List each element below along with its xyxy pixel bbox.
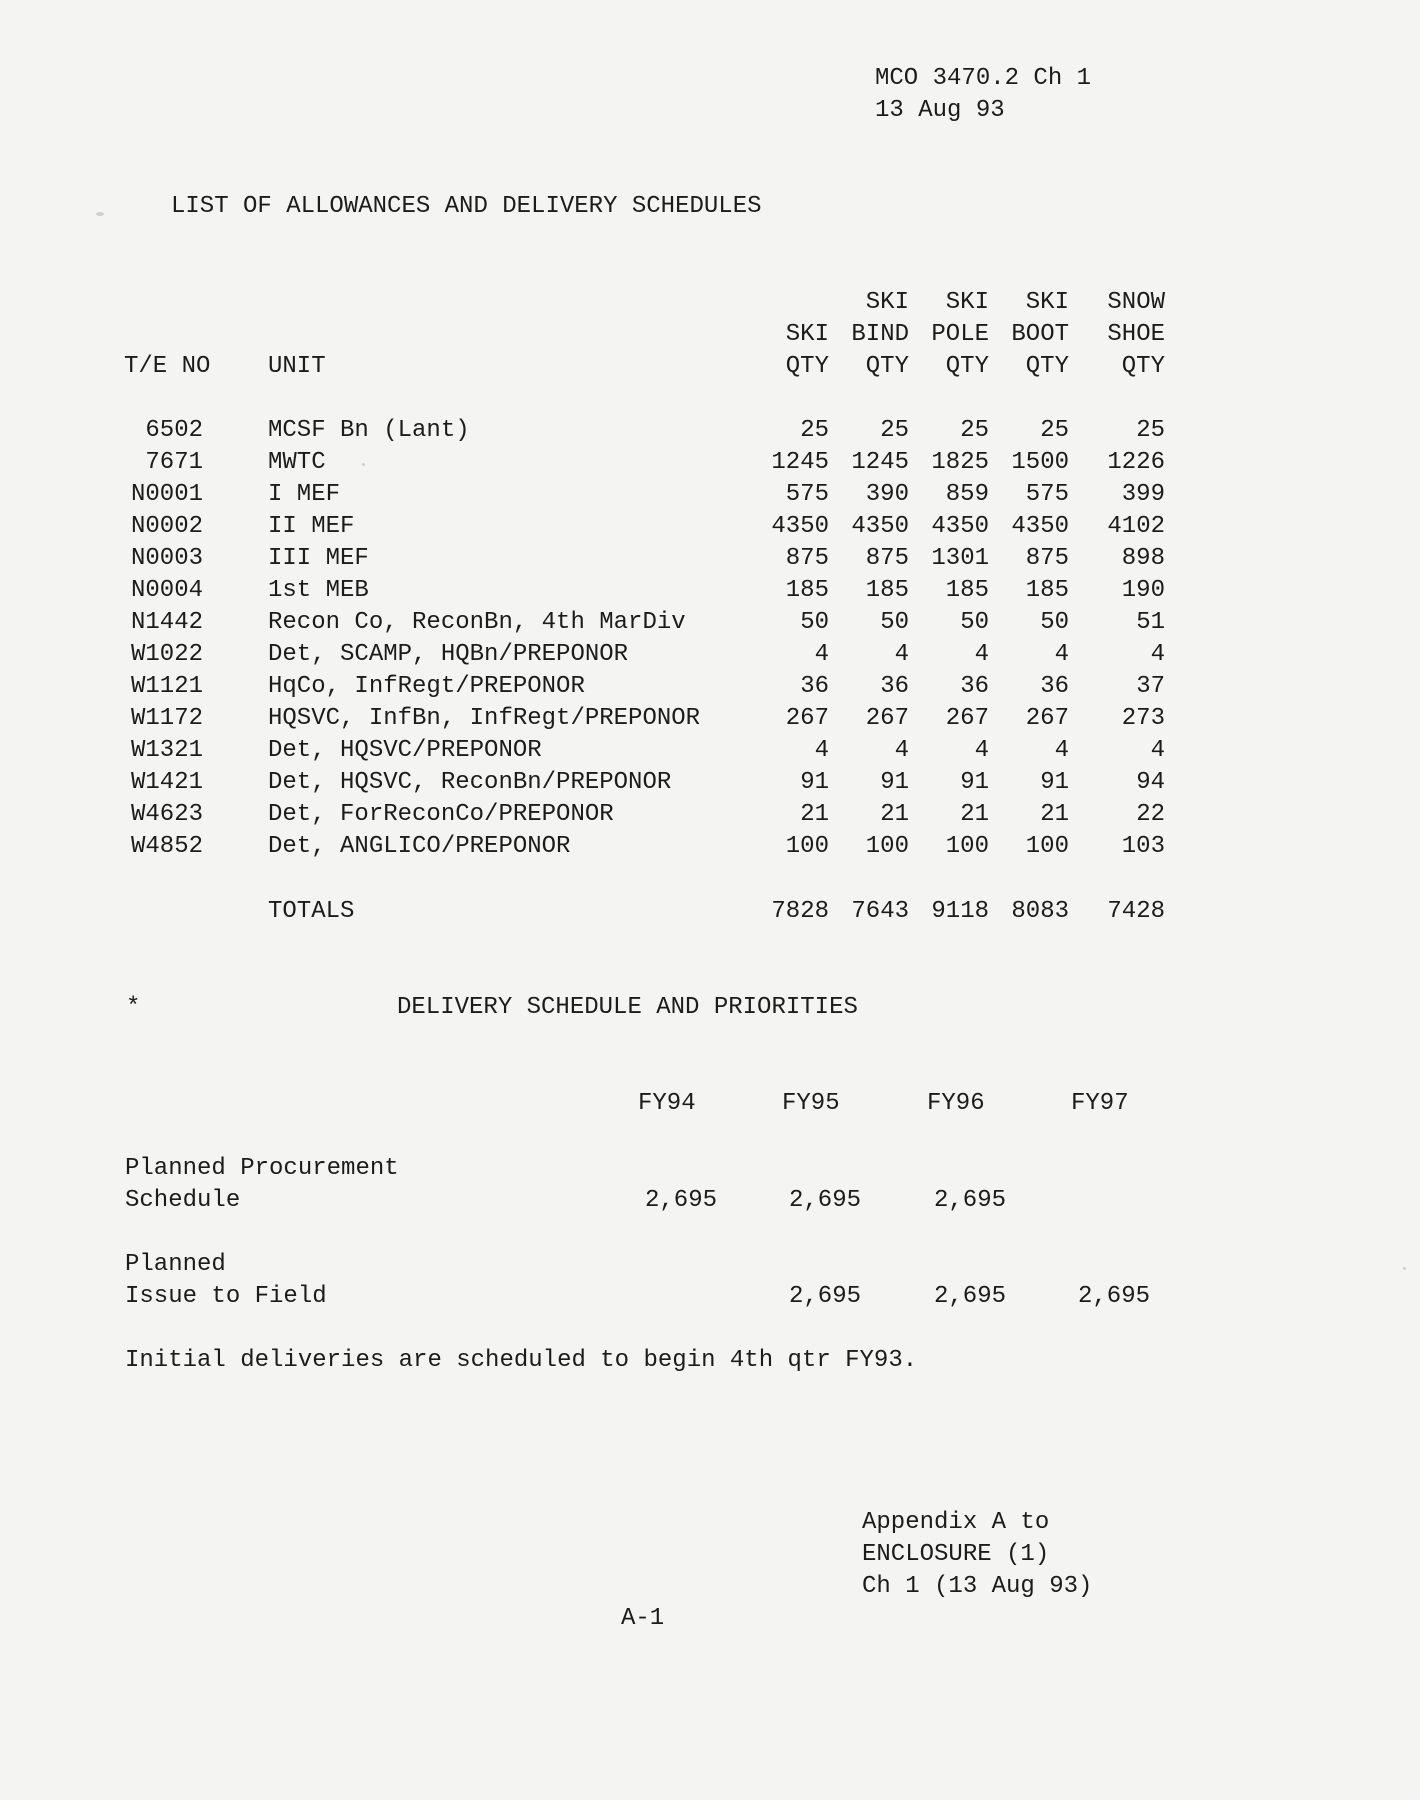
- snow-shoe-qty: 94: [1136, 769, 1165, 796]
- ski-bind-qty: 875: [865, 545, 909, 572]
- snow-shoe-qty: 51: [1136, 609, 1165, 636]
- column-header-snow-shoe-line2: SHOE: [1107, 321, 1165, 348]
- unit-name: HQSVC, InfBn, InfRegt/PREPONOR: [268, 705, 701, 732]
- snow-shoe-qty: 399: [1121, 481, 1165, 508]
- ski-boot-qty: 267: [1025, 705, 1069, 732]
- issue-value: 2,695: [933, 1283, 1006, 1310]
- appendix-line2: ENCLOSURE (1): [862, 1541, 1050, 1568]
- column-header-ski-bind-line1: SKI: [865, 289, 909, 316]
- te-number: N0001: [130, 481, 203, 508]
- appendix-line1: Appendix A to: [862, 1509, 1050, 1536]
- procurement-value: 2,695: [788, 1187, 861, 1214]
- ski-bind-qty: 100: [865, 833, 909, 860]
- allowances-title: LIST OF ALLOWANCES AND DELIVERY SCHEDULES: [171, 193, 762, 220]
- te-number: W1321: [130, 737, 203, 764]
- ski-qty: 50: [800, 609, 829, 636]
- ski-qty: 4: [814, 641, 829, 668]
- te-number: N0004: [130, 577, 203, 604]
- unit-name: Det, ForReconCo/PREPONOR: [268, 801, 614, 828]
- ski-bind-qty: 36: [880, 673, 909, 700]
- unit-name: 1st MEB: [268, 577, 369, 604]
- procurement-label-line1: Planned Procurement: [125, 1155, 399, 1182]
- column-header-ski-boot-line1: SKI: [1025, 289, 1069, 316]
- te-number: 7671: [145, 449, 203, 476]
- totals-label: TOTALS: [268, 898, 355, 925]
- ski-pole-qty: 50: [960, 609, 989, 636]
- issue-value: 2,695: [788, 1283, 861, 1310]
- unit-name: HqCo, InfRegt/PREPONOR: [268, 673, 585, 700]
- procurement-label-line2: Schedule: [125, 1187, 241, 1214]
- snow-shoe-qty: 22: [1136, 801, 1165, 828]
- asterisk-marker: *: [126, 994, 141, 1021]
- ski-bind-qty: 185: [865, 577, 909, 604]
- ski-qty: 4350: [771, 513, 829, 540]
- snow-shoe-total: 7428: [1107, 898, 1165, 925]
- te-number: W1022: [130, 641, 203, 668]
- ski-boot-qty: 50: [1040, 609, 1069, 636]
- ski-qty: 21: [800, 801, 829, 828]
- ski-qty: 875: [785, 545, 829, 572]
- ski-bind-qty: 390: [865, 481, 909, 508]
- column-header-ski-boot-line3: QTY: [1025, 353, 1069, 380]
- ski-pole-qty: 4350: [931, 513, 989, 540]
- snow-shoe-qty: 273: [1121, 705, 1165, 732]
- te-number: N1442: [130, 609, 203, 636]
- order-date: 13 Aug 93: [875, 97, 1005, 124]
- ski-qty: 91: [800, 769, 829, 796]
- ski-boot-qty: 4: [1054, 641, 1069, 668]
- snow-shoe-qty: 25: [1136, 417, 1165, 444]
- issue-value: 2,695: [1077, 1283, 1150, 1310]
- ski-boot-qty: 21: [1040, 801, 1069, 828]
- ski-boot-total: 8083: [1011, 898, 1069, 925]
- ski-pole-qty: 21: [960, 801, 989, 828]
- ski-bind-qty: 50: [880, 609, 909, 636]
- ski-bind-total: 7643: [851, 898, 909, 925]
- snow-shoe-qty: 4: [1150, 737, 1165, 764]
- te-number: W1172: [130, 705, 203, 732]
- ski-boot-qty: 4: [1054, 737, 1069, 764]
- unit-name: Det, HQSVC/PREPONOR: [268, 737, 542, 764]
- ski-pole-qty: 1301: [931, 545, 989, 572]
- ski-bind-qty: 4: [894, 641, 909, 668]
- ski-boot-qty: 575: [1025, 481, 1069, 508]
- delivery-note: Initial deliveries are scheduled to begin 4th qtr FY93.: [125, 1347, 918, 1374]
- scan-speck: [1403, 1267, 1406, 1270]
- ski-qty: 575: [785, 481, 829, 508]
- ski-boot-qty: 185: [1025, 577, 1069, 604]
- ski-qty: 100: [785, 833, 829, 860]
- ski-qty: 267: [785, 705, 829, 732]
- ski-boot-qty: 91: [1040, 769, 1069, 796]
- column-header-unit: UNIT: [268, 353, 326, 380]
- ski-pole-qty: 4: [974, 641, 989, 668]
- column-header-ski-pole-line1: SKI: [945, 289, 989, 316]
- ski-bind-qty: 21: [880, 801, 909, 828]
- te-number: W1121: [130, 673, 203, 700]
- ski-bind-qty: 25: [880, 417, 909, 444]
- ski-pole-qty: 91: [960, 769, 989, 796]
- snow-shoe-qty: 190: [1121, 577, 1165, 604]
- te-number: 6502: [145, 417, 203, 444]
- scan-speck: [96, 212, 104, 216]
- ski-pole-qty: 185: [945, 577, 989, 604]
- year-fy97: FY97: [1071, 1090, 1129, 1117]
- snow-shoe-qty: 103: [1121, 833, 1165, 860]
- unit-name: Det, SCAMP, HQBn/PREPONOR: [268, 641, 629, 668]
- snow-shoe-qty: 4102: [1107, 513, 1165, 540]
- snow-shoe-qty: 4: [1150, 641, 1165, 668]
- ski-qty: 4: [814, 737, 829, 764]
- unit-name: II MEF: [268, 513, 355, 540]
- ski-bind-qty: 4350: [851, 513, 909, 540]
- snow-shoe-qty: 37: [1136, 673, 1165, 700]
- year-fy95: FY95: [782, 1090, 840, 1117]
- unit-name: MWTC: [268, 449, 326, 476]
- unit-name: Recon Co, ReconBn, 4th MarDiv: [268, 609, 686, 636]
- column-header-ski-bind-line2: BIND: [851, 321, 909, 348]
- issue-label-line1: Planned: [125, 1251, 226, 1278]
- unit-name: Det, HQSVC, ReconBn/PREPONOR: [268, 769, 672, 796]
- ski-boot-qty: 100: [1025, 833, 1069, 860]
- ski-total: 7828: [771, 898, 829, 925]
- ski-pole-total: 9118: [931, 898, 989, 925]
- column-header-ski-bind-line3: QTY: [865, 353, 909, 380]
- snow-shoe-qty: 898: [1121, 545, 1165, 572]
- unit-name: III MEF: [268, 545, 369, 572]
- ski-pole-qty: 859: [945, 481, 989, 508]
- ski-qty: 25: [800, 417, 829, 444]
- ski-qty: 185: [785, 577, 829, 604]
- te-number: N0003: [130, 545, 203, 572]
- ski-bind-qty: 267: [865, 705, 909, 732]
- ski-bind-qty: 91: [880, 769, 909, 796]
- ski-qty: 36: [800, 673, 829, 700]
- ski-pole-qty: 4: [974, 737, 989, 764]
- year-fy94: FY94: [638, 1090, 696, 1117]
- te-number: W4623: [130, 801, 203, 828]
- ski-bind-qty: 4: [894, 737, 909, 764]
- ski-boot-qty: 25: [1040, 417, 1069, 444]
- column-header-ski-pole-line2: POLE: [931, 321, 989, 348]
- ski-boot-qty: 875: [1025, 545, 1069, 572]
- column-header-snow-shoe-line1: SNOW: [1107, 289, 1165, 316]
- appendix-line3: Ch 1 (13 Aug 93): [862, 1573, 1093, 1600]
- page-number: A-1: [621, 1605, 665, 1632]
- ski-bind-qty: 1245: [851, 449, 909, 476]
- year-fy96: FY96: [927, 1090, 985, 1117]
- order-number: MCO 3470.2 Ch 1: [875, 65, 1092, 92]
- procurement-value: 2,695: [644, 1187, 717, 1214]
- schedule-title: DELIVERY SCHEDULE AND PRIORITIES: [397, 994, 858, 1021]
- te-number: N0002: [130, 513, 203, 540]
- column-header-ski-line3: QTY: [785, 353, 829, 380]
- unit-name: Det, ANGLICO/PREPONOR: [268, 833, 571, 860]
- column-header-ski-boot-line2: BOOT: [1011, 321, 1069, 348]
- procurement-value: 2,695: [933, 1187, 1006, 1214]
- te-number: W1421: [130, 769, 203, 796]
- ski-pole-qty: 100: [945, 833, 989, 860]
- te-number: W4852: [130, 833, 203, 860]
- ski-pole-qty: 36: [960, 673, 989, 700]
- ski-qty: 1245: [771, 449, 829, 476]
- unit-name: I MEF: [268, 481, 341, 508]
- column-header-ski-line2: SKI: [785, 321, 829, 348]
- scan-speck: [362, 463, 365, 466]
- column-header-snow-shoe-line3: QTY: [1121, 353, 1165, 380]
- issue-label-line2: Issue to Field: [125, 1283, 327, 1310]
- column-header-ski-pole-line3: QTY: [945, 353, 989, 380]
- ski-boot-qty: 4350: [1011, 513, 1069, 540]
- ski-pole-qty: 267: [945, 705, 989, 732]
- unit-name: MCSF Bn (Lant): [268, 417, 470, 444]
- ski-boot-qty: 1500: [1011, 449, 1069, 476]
- ski-pole-qty: 1825: [931, 449, 989, 476]
- ski-pole-qty: 25: [960, 417, 989, 444]
- snow-shoe-qty: 1226: [1107, 449, 1165, 476]
- column-header-te-no: T/E NO: [124, 353, 211, 380]
- ski-boot-qty: 36: [1040, 673, 1069, 700]
